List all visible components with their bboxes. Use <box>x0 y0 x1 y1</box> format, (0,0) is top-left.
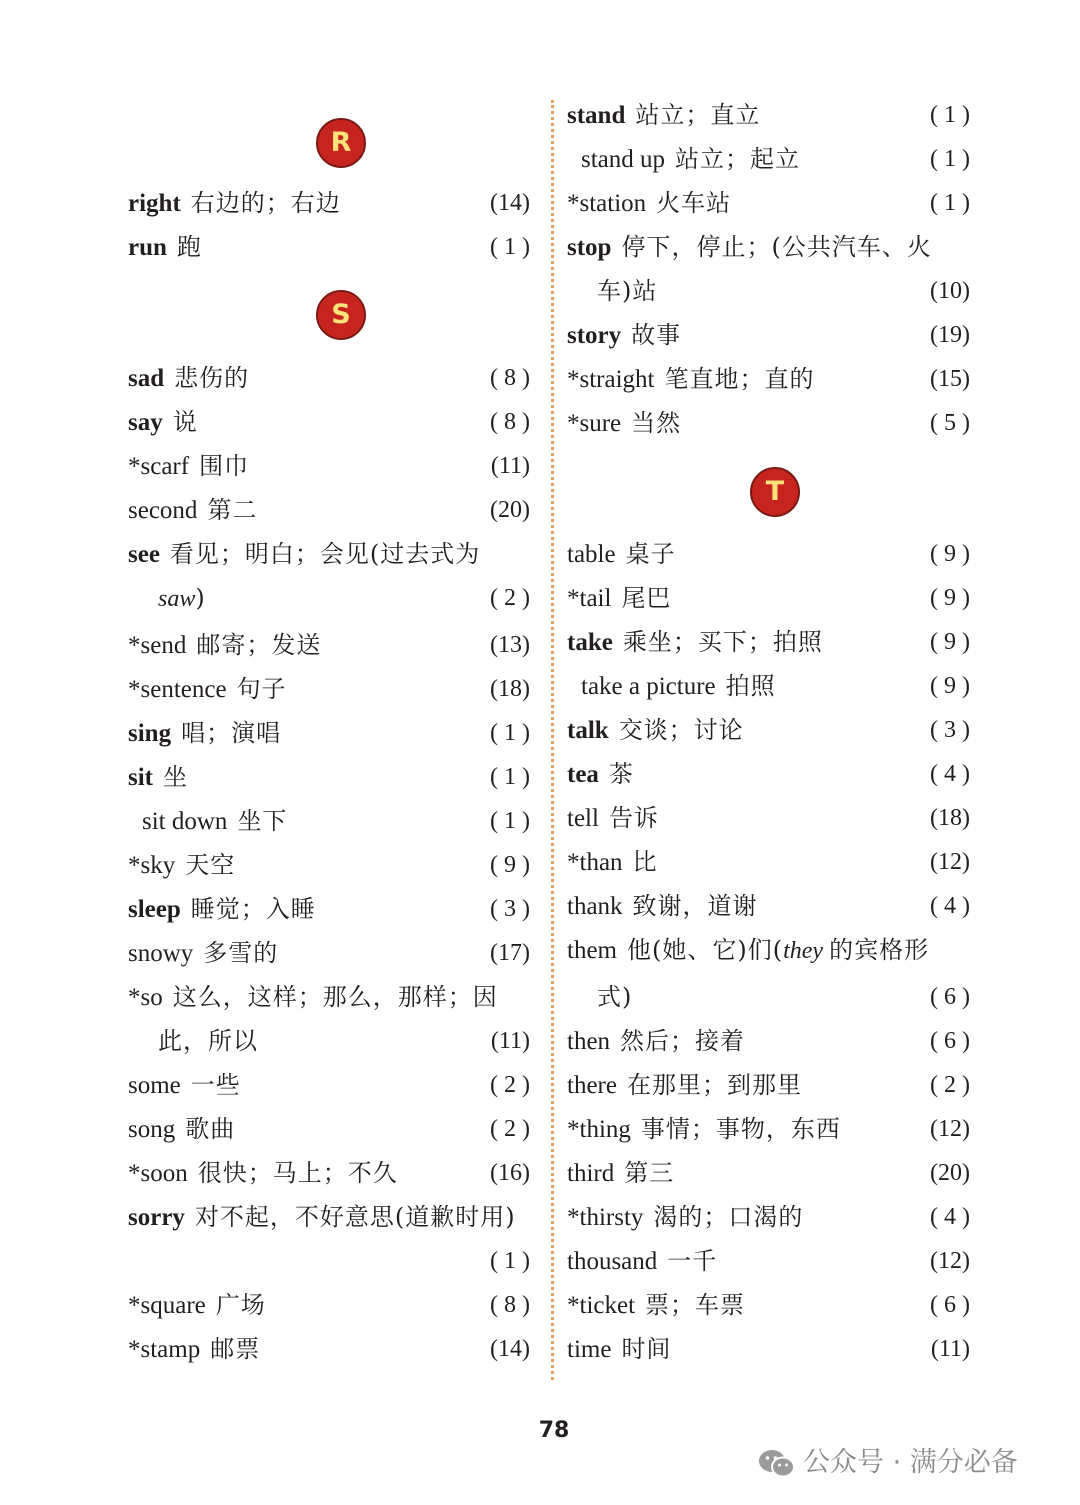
entry-thing: *thing 事情；事物，东西 <box>567 1115 841 1143</box>
entry-then: then 然后；接着 <box>567 1027 746 1055</box>
unit-there: ( 2 ) <box>930 1072 970 1098</box>
entry-send: *send 邮寄；发送 <box>128 631 322 659</box>
unit-square: ( 8 ) <box>490 1292 530 1318</box>
unit-sleep: ( 3 ) <box>490 896 530 922</box>
entry-say: say 说 <box>128 408 198 436</box>
entry-thirsty: *thirsty 渴的；口渴的 <box>567 1203 804 1231</box>
entry-thousand: thousand 一千 <box>567 1247 718 1275</box>
entry-talk: talk 交谈；讨论 <box>567 716 744 744</box>
unit-straight: (15) <box>930 366 970 392</box>
unit-take: ( 9 ) <box>930 629 970 655</box>
unit-see: ( 2 ) <box>490 585 530 611</box>
unit-than: (12) <box>930 849 970 875</box>
entry-there: there 在那里；到那里 <box>567 1071 802 1099</box>
unit-tail: ( 9 ) <box>930 585 970 611</box>
unit-send: (13) <box>490 632 530 658</box>
entry-sentence: *sentence 句子 <box>128 675 287 703</box>
entry-tail: *tail 尾巴 <box>567 584 672 612</box>
entry-sad: sad 悲伤的 <box>128 364 250 392</box>
unit-thousand: (12) <box>930 1248 970 1274</box>
entry-see-cont: saw) <box>158 584 205 612</box>
unit-stop: (10) <box>930 278 970 304</box>
page-number: 78 <box>538 1418 570 1443</box>
unit-song: ( 2 ) <box>490 1116 530 1142</box>
watermark-text: 公众号 · 满分必备 <box>803 1447 1018 1478</box>
entry-sit: sit 坐 <box>128 763 188 791</box>
entry-than: *than 比 <box>567 848 658 876</box>
entry-table: table 桌子 <box>567 540 676 568</box>
unit-thing: (12) <box>930 1116 970 1142</box>
unit-tell: (18) <box>930 805 970 831</box>
unit-thirsty: ( 4 ) <box>930 1204 970 1230</box>
entry-sky: *sky 天空 <box>128 851 236 879</box>
entry-stop: stop 停下，停止；(公共汽车、火 <box>567 233 932 261</box>
letter-badge-t: T <box>750 467 800 517</box>
entry-take: take 乘坐；买下；拍照 <box>567 628 823 656</box>
unit-say: ( 8 ) <box>490 409 530 435</box>
unit-sing: ( 1 ) <box>490 720 530 746</box>
watermark <box>757 1442 1018 1484</box>
entry-second: second 第二 <box>128 496 258 524</box>
entry-straight: *straight 笔直地；直的 <box>567 365 815 393</box>
unit-thank: ( 4 ) <box>930 893 970 919</box>
unit-snowy: (17) <box>490 940 530 966</box>
entry-stop-cont: 车)站 <box>597 277 658 305</box>
entry-them-cont: 式) <box>597 983 633 1011</box>
letter-badge-s: S <box>316 290 366 340</box>
entry-tea: tea 茶 <box>567 760 634 788</box>
unit-run: ( 1 ) <box>490 234 530 260</box>
unit-then: ( 6 ) <box>930 1028 970 1054</box>
letter-badge-r: R <box>316 118 366 168</box>
entry-scarf: *scarf 围巾 <box>128 452 250 480</box>
unit-table: ( 9 ) <box>930 541 970 567</box>
entry-stand-up: stand up 站立；起立 <box>581 145 801 173</box>
entry-run: run 跑 <box>128 233 202 261</box>
entry-square: *square 广场 <box>128 1291 266 1319</box>
entry-so: *so 这么，这样；那么，那样；因 <box>128 983 498 1011</box>
wechat-icon <box>757 1447 797 1481</box>
unit-story: (19) <box>930 322 970 348</box>
unit-sit: ( 1 ) <box>490 764 530 790</box>
entry-right: right 右边的；右边 <box>128 189 341 217</box>
entry-them: them 他(她、它)们(they 的宾格形 <box>567 936 930 964</box>
unit-tea: ( 4 ) <box>930 761 970 787</box>
unit-third: (20) <box>930 1160 970 1186</box>
unit-stamp: (14) <box>490 1336 530 1362</box>
entry-third: third 第三 <box>567 1159 675 1187</box>
entry-thank: thank 致谢，道谢 <box>567 892 758 920</box>
entry-ticket: *ticket 票；车票 <box>567 1291 746 1319</box>
entry-snowy: snowy 多雪的 <box>128 939 279 967</box>
unit-stand: ( 1 ) <box>930 102 970 128</box>
unit-talk: ( 3 ) <box>930 717 970 743</box>
unit-take-a-picture: ( 9 ) <box>930 673 970 699</box>
unit-sit-down: ( 1 ) <box>490 808 530 834</box>
unit-so: (11) <box>490 1028 530 1054</box>
entry-sing: sing 唱；演唱 <box>128 719 282 747</box>
unit-sad: ( 8 ) <box>490 365 530 391</box>
entry-sleep: sleep 睡觉；入睡 <box>128 895 316 923</box>
unit-soon: (16) <box>490 1160 530 1186</box>
unit-station: ( 1 ) <box>930 190 970 216</box>
unit-stand-up: ( 1 ) <box>930 146 970 172</box>
unit-sure: ( 5 ) <box>930 410 970 436</box>
entry-time: time 时间 <box>567 1335 672 1363</box>
unit-some: ( 2 ) <box>490 1072 530 1098</box>
entry-sorry: sorry 对不起，不好意思(道歉时用) <box>128 1203 516 1231</box>
unit-second: (20) <box>490 497 530 523</box>
unit-sky: ( 9 ) <box>490 852 530 878</box>
entry-see: see 看见；明白；会见(过去式为 <box>128 540 481 568</box>
entry-sure: *sure 当然 <box>567 409 682 437</box>
entry-story: story 故事 <box>567 321 682 349</box>
entry-take-a-picture: take a picture 拍照 <box>581 672 776 700</box>
entry-stamp: *stamp 邮票 <box>128 1335 261 1363</box>
entry-station: *station 火车站 <box>567 189 732 217</box>
entry-soon: *soon 很快；马上；不久 <box>128 1159 398 1187</box>
unit-scarf: (11) <box>490 453 530 479</box>
entry-stand: stand 站立；直立 <box>567 101 761 129</box>
entry-so-cont: 此，所以 <box>158 1027 258 1055</box>
unit-right: (14) <box>490 190 530 216</box>
entry-tell: tell 告诉 <box>567 804 659 832</box>
entry-some: some 一些 <box>128 1071 241 1099</box>
unit-ticket: ( 6 ) <box>930 1292 970 1318</box>
entry-sit-down: sit down 坐下 <box>142 807 288 835</box>
unit-sentence: (18) <box>490 676 530 702</box>
unit-them: ( 6 ) <box>930 984 970 1010</box>
unit-sorry: ( 1 ) <box>490 1248 530 1274</box>
unit-time: (11) <box>930 1336 970 1362</box>
entry-song: song 歌曲 <box>128 1115 236 1143</box>
column-divider <box>551 100 554 1380</box>
